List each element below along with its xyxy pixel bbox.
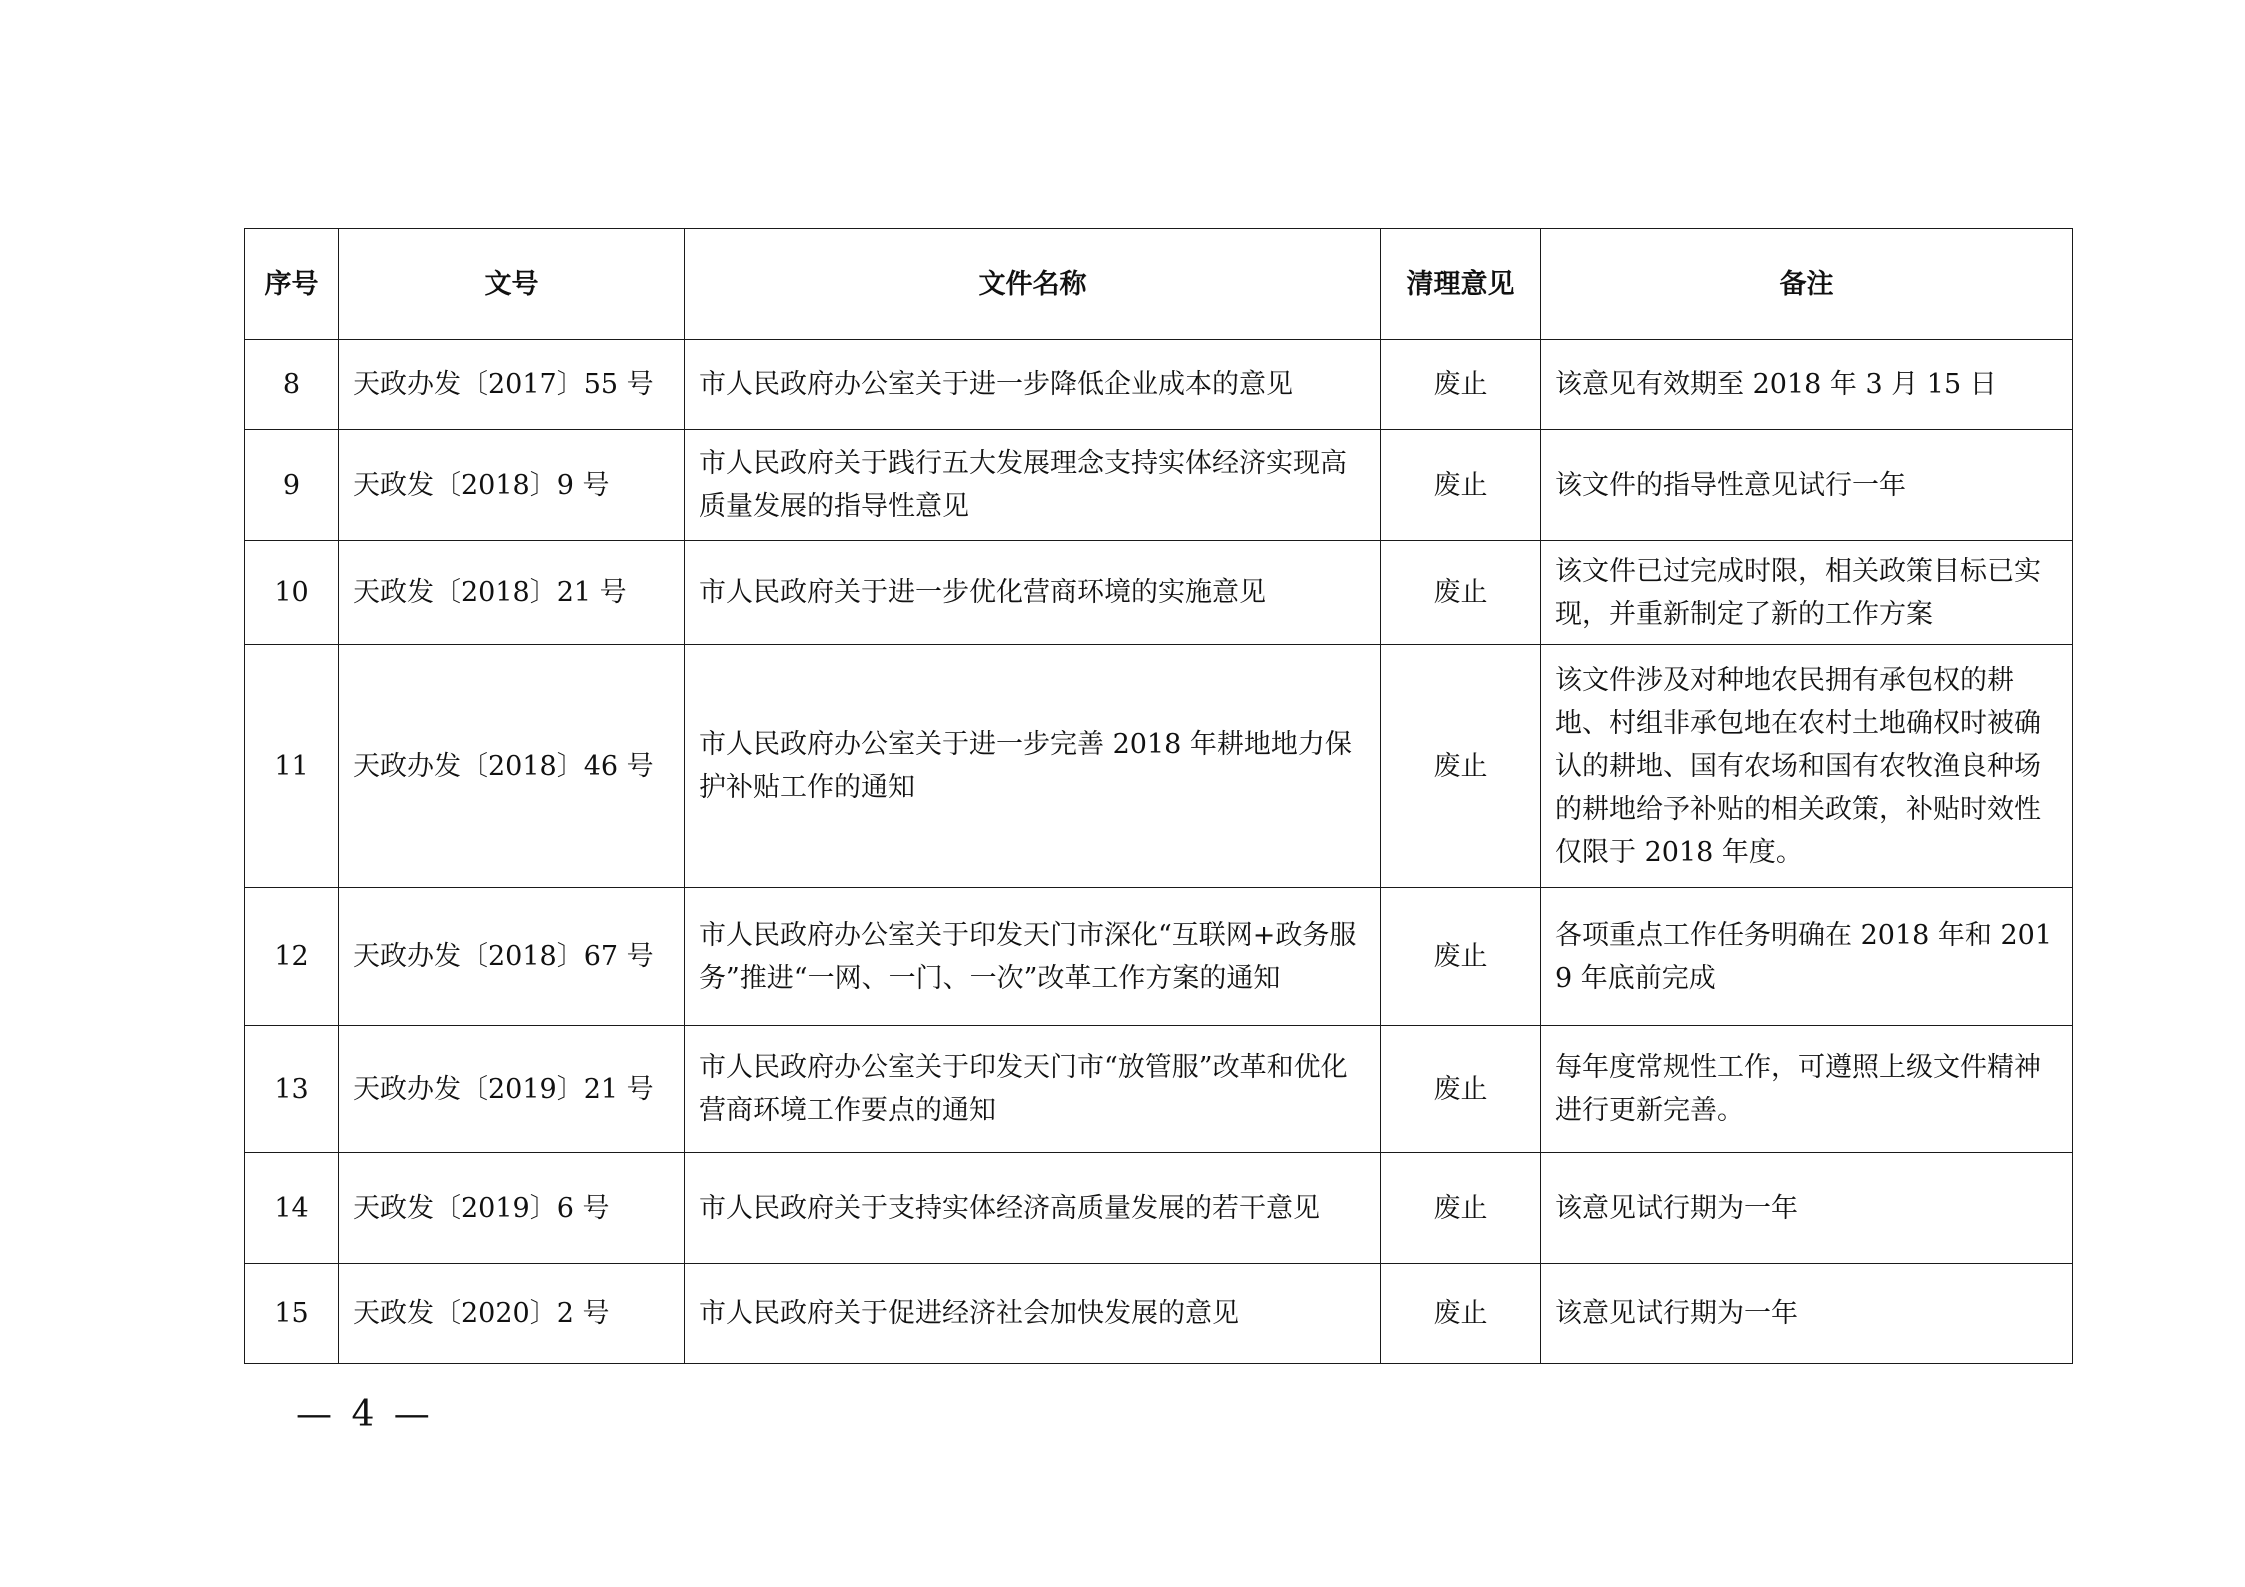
cell-opinion: 废止 (1381, 430, 1541, 541)
table-header-row (245, 229, 2073, 340)
cell-title: 市人民政府办公室关于印发天门市深化“互联网+政务服务”推进“一网、一门、一次”改革工作方案的通知 (685, 888, 1381, 1026)
cell-title: 市人民政府关于践行五大发展理念支持实体经济实现高质量发展的指导性意见 (685, 430, 1381, 541)
cell-doc-no: 天政办发〔2018〕67 号 (339, 888, 685, 1026)
cell-title: 市人民政府办公室关于进一步完善 2018 年耕地地力保护补贴工作的通知 (685, 645, 1381, 888)
header-remark: 备注 (1541, 229, 2073, 340)
table-row (245, 1153, 2073, 1264)
header-opinion: 清理意见 (1381, 229, 1541, 340)
cell-opinion: 废止 (1381, 1153, 1541, 1264)
page-number: — 4 — (296, 1394, 434, 1435)
header-doc-no: 文号 (339, 229, 685, 340)
cell-remark: 各项重点工作任务明确在 2018 年和 2019 年底前完成 (1541, 888, 2073, 1026)
header-title: 文件名称 (685, 229, 1381, 340)
cell-title: 市人民政府办公室关于印发天门市“放管服”改革和优化营商环境工作要点的通知 (685, 1026, 1381, 1153)
cell-seq: 13 (245, 1026, 339, 1153)
table-row (245, 645, 2073, 888)
cell-doc-no: 天政发〔2018〕21 号 (339, 541, 685, 645)
cell-doc-no: 天政办发〔2017〕55 号 (339, 340, 685, 430)
cell-doc-no: 天政办发〔2019〕21 号 (339, 1026, 685, 1153)
cell-opinion: 废止 (1381, 541, 1541, 645)
table-row (245, 1026, 2073, 1153)
cell-remark: 该文件的指导性意见试行一年 (1541, 430, 2073, 541)
table-row (245, 430, 2073, 541)
cell-doc-no: 天政发〔2018〕9 号 (339, 430, 685, 541)
cell-opinion: 废止 (1381, 1264, 1541, 1364)
table-row (245, 888, 2073, 1026)
cell-remark: 该意见试行期为一年 (1541, 1153, 2073, 1264)
cell-doc-no: 天政发〔2020〕2 号 (339, 1264, 685, 1364)
table-row (245, 1264, 2073, 1364)
table-row (245, 541, 2073, 645)
cell-seq: 11 (245, 645, 339, 888)
cell-title: 市人民政府关于支持实体经济高质量发展的若干意见 (685, 1153, 1381, 1264)
cell-title: 市人民政府办公室关于进一步降低企业成本的意见 (685, 340, 1381, 430)
header-seq: 序号 (245, 229, 339, 340)
cell-remark: 该意见试行期为一年 (1541, 1264, 2073, 1364)
cell-opinion: 废止 (1381, 645, 1541, 888)
cell-seq: 10 (245, 541, 339, 645)
cell-seq: 12 (245, 888, 339, 1026)
table-row (245, 340, 2073, 430)
cell-remark: 每年度常规性工作，可遵照上级文件精神进行更新完善。 (1541, 1026, 2073, 1153)
cell-opinion: 废止 (1381, 1026, 1541, 1153)
cell-remark: 该文件涉及对种地农民拥有承包权的耕地、村组非承包地在农村土地确权时被确认的耕地、国有农场和国有农牧渔良种场的耕地给予补贴的相关政策，补贴时效性仅限于 2018 年度。 (1541, 645, 2073, 888)
cell-title: 市人民政府关于促进经济社会加快发展的意见 (685, 1264, 1381, 1364)
cell-seq: 14 (245, 1153, 339, 1264)
cell-doc-no: 天政办发〔2018〕46 号 (339, 645, 685, 888)
cell-seq: 15 (245, 1264, 339, 1364)
cell-seq: 8 (245, 340, 339, 430)
cell-doc-no: 天政发〔2019〕6 号 (339, 1153, 685, 1264)
policy-cleanup-table (244, 228, 2073, 1364)
cell-seq: 9 (245, 430, 339, 541)
cell-remark: 该意见有效期至 2018 年 3 月 15 日 (1541, 340, 2073, 430)
cell-opinion: 废止 (1381, 888, 1541, 1026)
cell-title: 市人民政府关于进一步优化营商环境的实施意见 (685, 541, 1381, 645)
cell-opinion: 废止 (1381, 340, 1541, 430)
cell-remark: 该文件已过完成时限，相关政策目标已实现，并重新制定了新的工作方案 (1541, 541, 2073, 645)
